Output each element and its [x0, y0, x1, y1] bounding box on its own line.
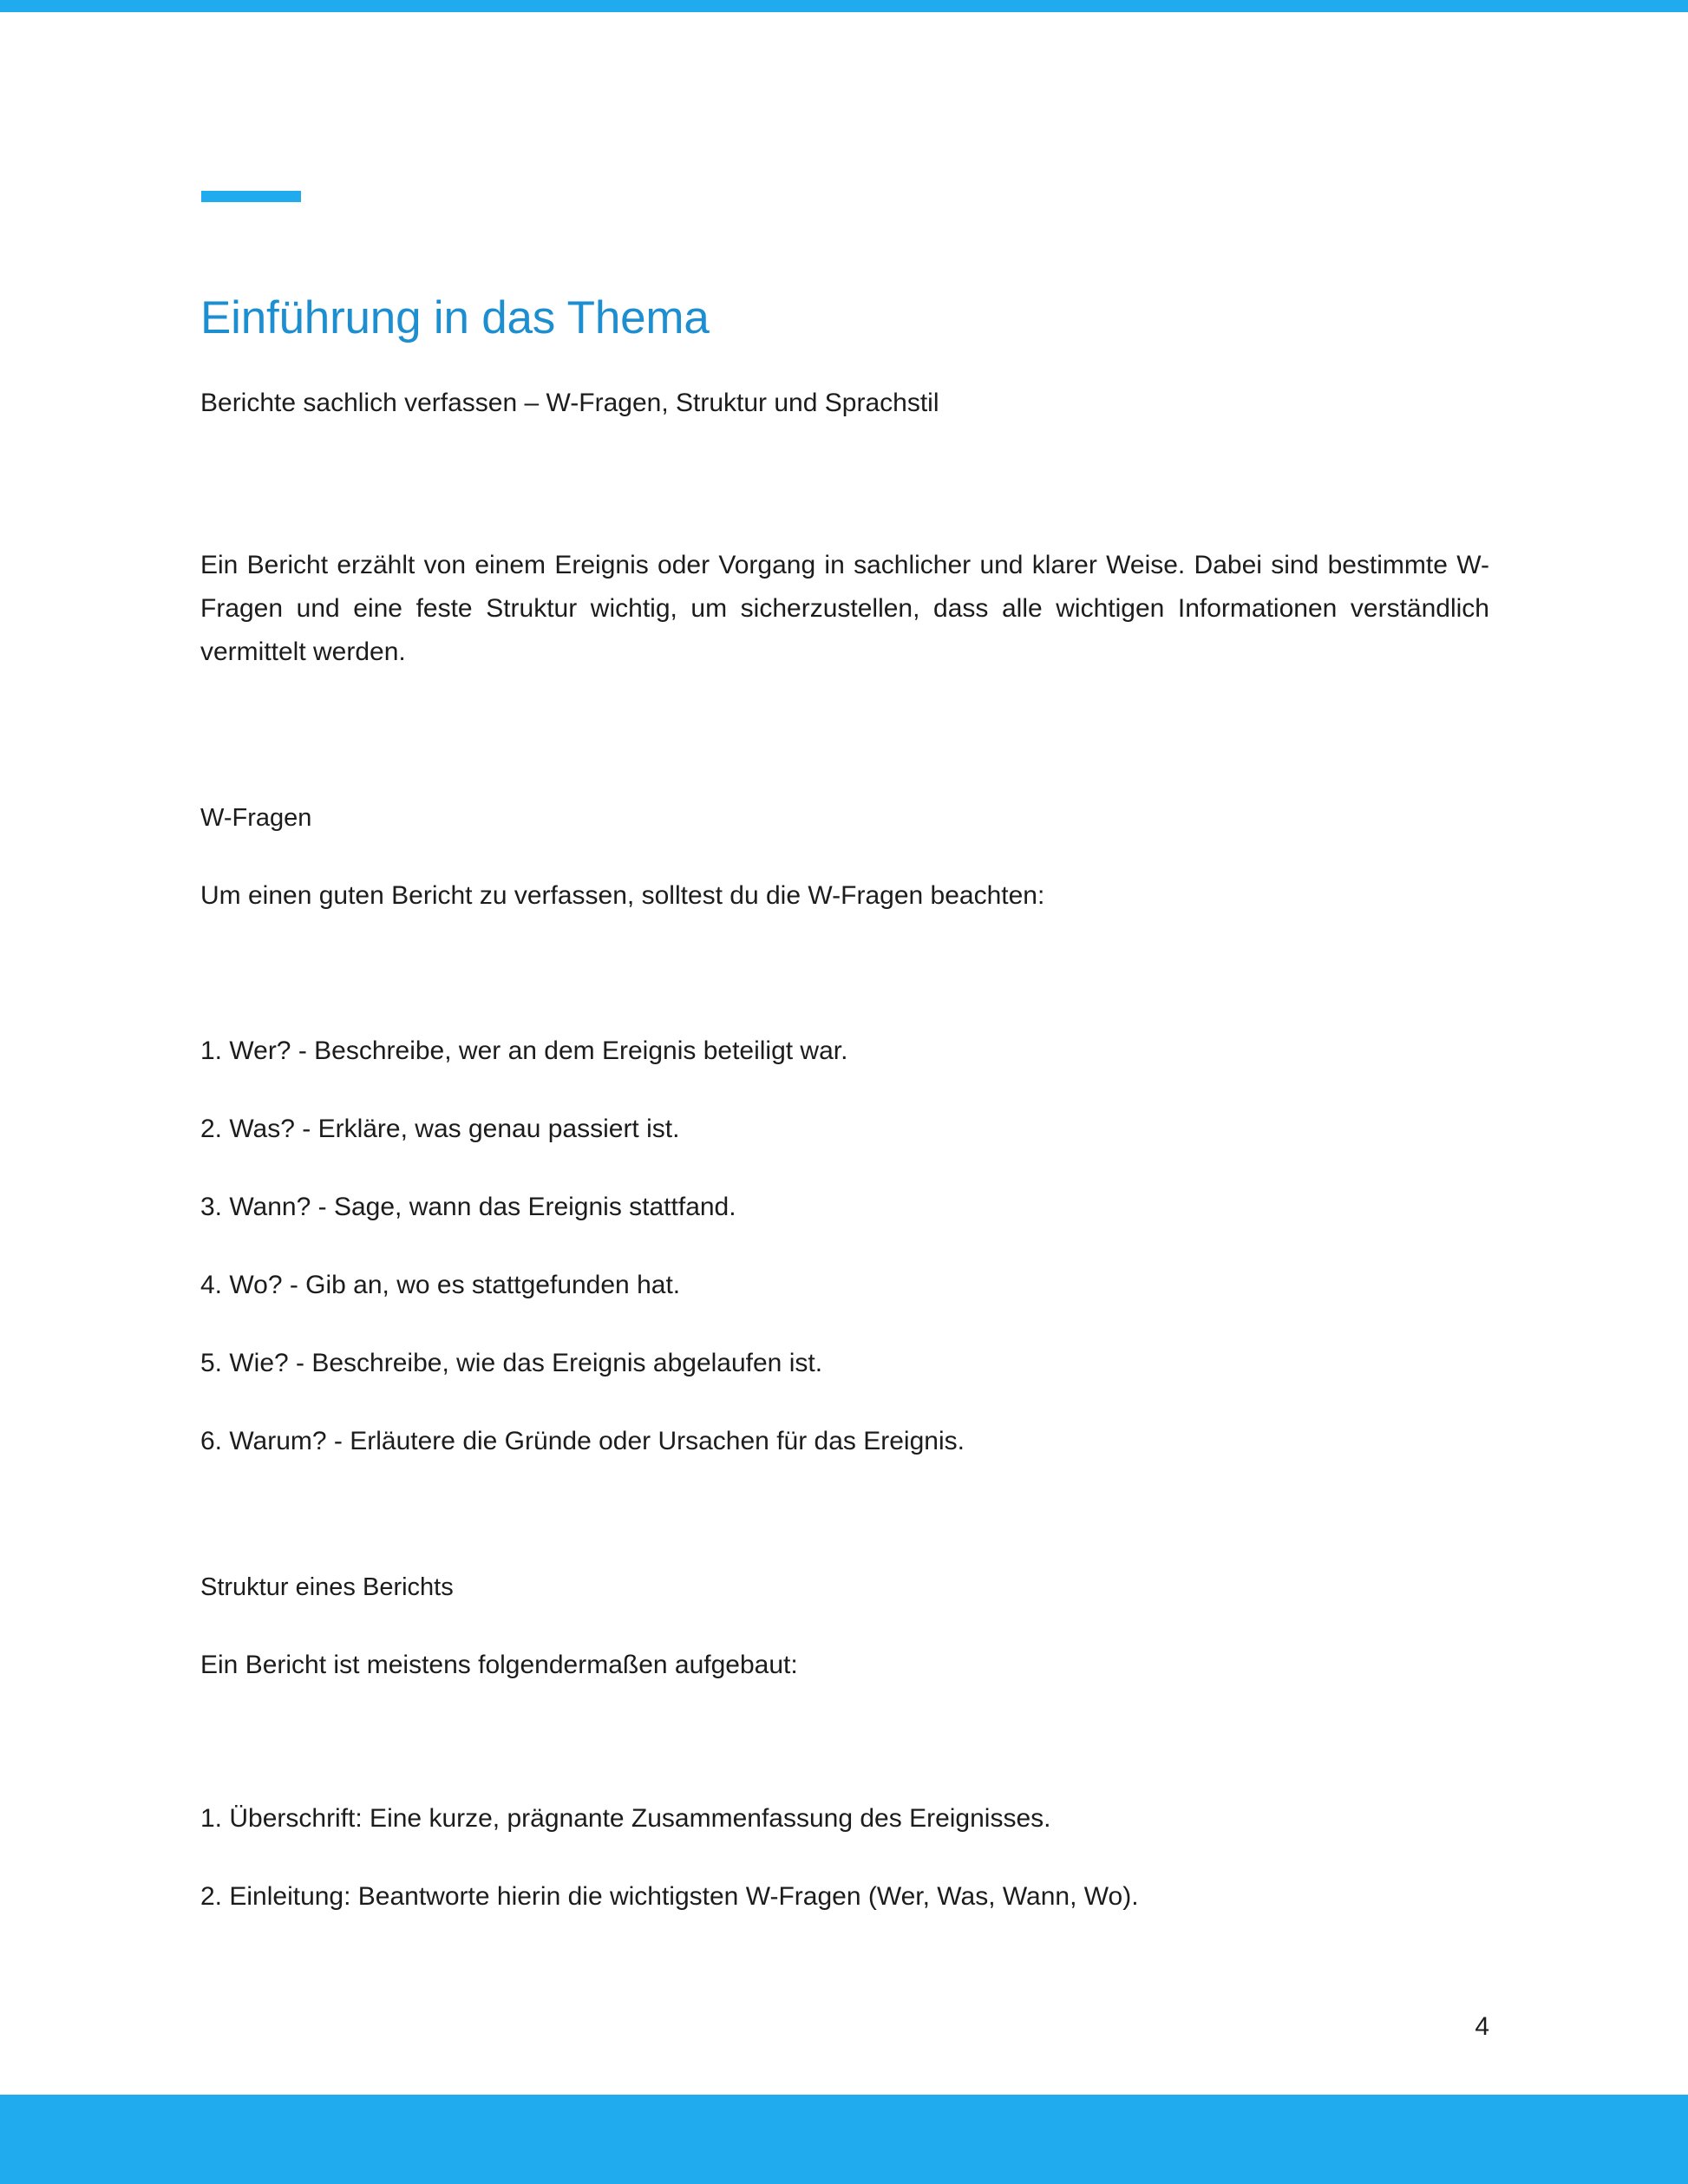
page-title: Einführung in das Thema	[200, 292, 710, 343]
w-fragen-list	[200, 1034, 1489, 1502]
section-lead-struktur: Ein Bericht ist meistens folgendermaßen aufgebaut:	[200, 1651, 798, 1679]
top-accent-bar	[0, 0, 1688, 12]
list-item: 4. Wo? - Gib an, wo es stattgefunden hat.	[200, 1271, 681, 1299]
intro-paragraph: Ein Bericht erzählt von einem Ereignis oder Vorgang in sachlicher und klarer Weise. Dabei sind bestimmte W-Fragen und eine feste Struktur wichtig, um sicherzustellen, dass alle wichtigen Informationen verständlich vermittelt werden.	[200, 551, 1489, 666]
list-item: 2. Was? - Erkläre, was genau passiert ist.	[200, 1115, 680, 1143]
page-subtitle: Berichte sachlich verfassen – W-Fragen, Struktur und Sprachstil	[200, 389, 939, 417]
list-item: 5. Wie? - Beschreibe, wie das Ereignis abgelaufen ist.	[200, 1349, 823, 1377]
list-item: 6. Warum? - Erläutere die Gründe oder Ursachen für das Ereignis.	[200, 1427, 965, 1455]
section-heading-w-fragen: W-Fragen	[200, 804, 312, 832]
section-lead-w-fragen: Um einen guten Bericht zu verfassen, solltest du die W-Fragen beachten:	[200, 881, 1045, 910]
title-accent-dash	[201, 191, 301, 202]
section-heading-struktur: Struktur eines Berichts	[200, 1573, 454, 1601]
list-item: 2. Einleitung: Beantworte hierin die wichtigsten W-Fragen (Wer, Was, Wann, Wo).	[200, 1882, 1139, 1911]
page-number: 4	[1475, 2012, 1489, 2041]
list-item: 3. Wann? - Sage, wann das Ereignis stattfand.	[200, 1193, 736, 1221]
list-item: 1. Wer? - Beschreibe, wer an dem Ereignis beteiligt war.	[200, 1036, 848, 1065]
struktur-list	[200, 1801, 1489, 1958]
list-item: 1. Überschrift: Eine kurze, prägnante Zusammenfassung des Ereignisses.	[200, 1804, 1051, 1833]
bottom-accent-bar	[0, 2095, 1688, 2184]
